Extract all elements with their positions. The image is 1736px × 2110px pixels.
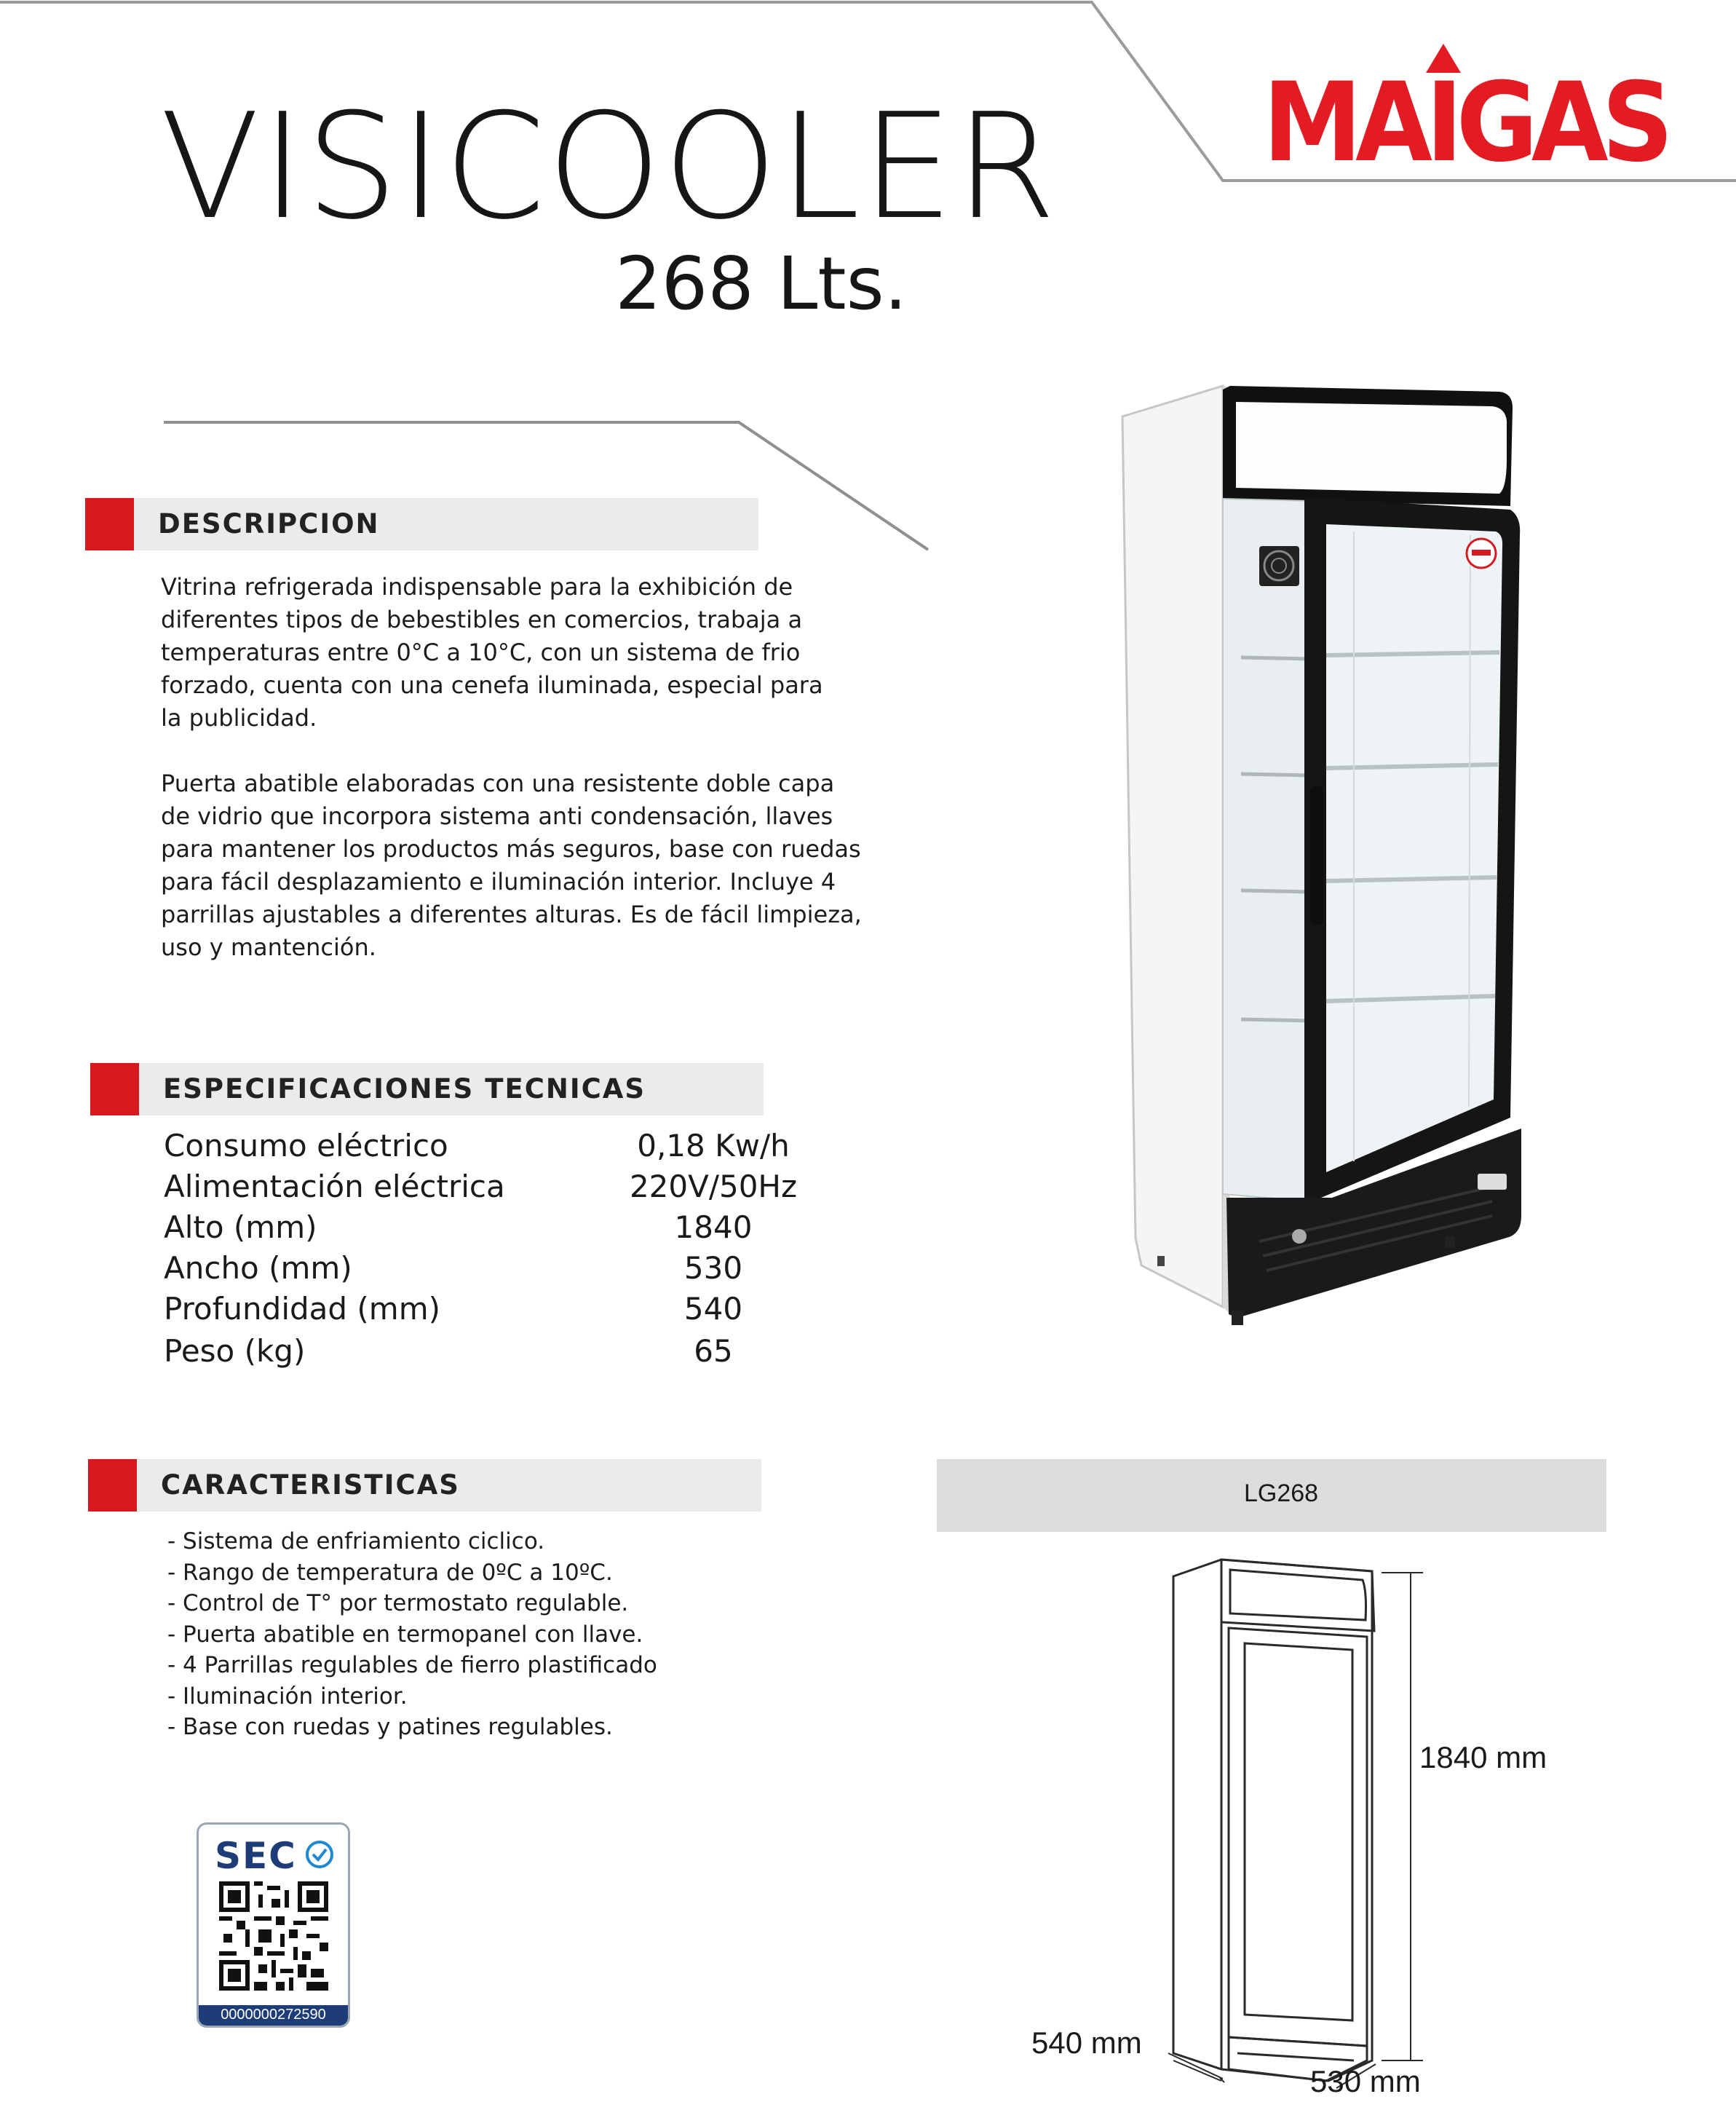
spec-value: 540 [683, 1291, 743, 1327]
page-title: VISICOOLER [160, 82, 1058, 252]
spec-value: 65 [694, 1333, 733, 1369]
height-dimension-label: 1840 mm [1419, 1740, 1547, 1774]
caracteristicas-list [167, 1526, 657, 1743]
list-item: - Puerta abatible en termopanel con llave. [167, 1621, 643, 1648]
model-code: LG268 [1244, 1479, 1319, 1507]
svg-text:MAIGAS: MAIGAS [1263, 60, 1667, 167]
spec-label: Profundidad (mm) [164, 1291, 440, 1327]
text-line: parrillas ajustables a diferentes alturas. Es de fácil limpieza, [161, 901, 862, 928]
text-line: para mantener los productos más seguros, base con ruedas [161, 835, 861, 863]
width-dimension-label: 530 mm [1310, 2064, 1421, 2098]
spec-row [164, 1289, 819, 1329]
text-line: uso y mantención. [161, 933, 376, 961]
text-line: forzado, cuenta con una cenefa iluminada, especial para [161, 671, 823, 699]
especificaciones-heading: ESPECIFICACIONES TECNICAS [163, 1073, 646, 1105]
spec-value: 530 [683, 1250, 743, 1286]
sec-certification-badge [197, 1822, 350, 2028]
list-item: - Iluminación interior. [167, 1683, 408, 1710]
qr-code-icon [219, 1881, 328, 1991]
sec-registration-number: 0000000272590 [221, 2007, 326, 2023]
text-line: temperaturas entre 0°C a 10°C, con un sistema de frio [161, 639, 801, 666]
text-line: Vitrina refrigerada indispensable para la exhibición de [161, 573, 793, 601]
page-subtitle: 268 Lts. [615, 241, 908, 326]
model-code-bar [937, 1459, 1606, 1532]
list-item: - Control de T° por termostato regulable. [167, 1590, 629, 1616]
descripcion-paragraph-2 [161, 767, 862, 964]
spec-value: 220V/50Hz [629, 1169, 798, 1204]
spec-row [164, 1166, 819, 1207]
caracteristicas-section-header [88, 1459, 761, 1512]
list-item: - Sistema de enfriamiento ciclico. [167, 1528, 545, 1554]
text-line: para fácil desplazamiento e iluminación interior. Incluye 4 [161, 868, 836, 896]
spec-row [164, 1207, 819, 1248]
descripcion-heading: DESCRIPCION [158, 508, 380, 540]
spec-label: Peso (kg) [164, 1333, 306, 1369]
especificaciones-section-header [90, 1063, 764, 1115]
spec-value: 0,18 Kw/h [637, 1128, 790, 1163]
text-line: de vidrio que incorpora sistema anti condensación, llaves [161, 802, 833, 830]
text-line: diferentes tipos de bebestibles en comercios, trabaja a [161, 606, 803, 633]
spec-label: Alto (mm) [164, 1209, 317, 1245]
text-line: Puerta abatible elaboradas con una resistente doble capa [161, 770, 835, 797]
section-accent [88, 1459, 137, 1512]
dimension-drawing [1135, 1551, 1441, 2090]
maigas-logo [1263, 44, 1670, 167]
spec-row [164, 1331, 819, 1372]
descripcion-section-header [85, 498, 758, 550]
depth-dimension-label: 540 mm [1031, 2026, 1142, 2060]
product-image [1114, 379, 1521, 1354]
check-circle-icon [304, 1839, 335, 1870]
section-accent [90, 1063, 139, 1115]
list-item: - Rango de temperatura de 0ºC a 10ºC. [167, 1559, 613, 1586]
spec-label: Consumo eléctrico [164, 1128, 448, 1163]
spec-label: Alimentación eléctrica [164, 1169, 505, 1204]
spec-row [164, 1248, 819, 1289]
text-line: la publicidad. [161, 704, 317, 732]
spec-label: Ancho (mm) [164, 1250, 352, 1286]
list-item: - Base con ruedas y patines regulables. [167, 1714, 613, 1740]
caracteristicas-heading: CARACTERISTICAS [161, 1469, 460, 1501]
list-item: - 4 Parrillas regulables de fierro plastificado [167, 1652, 657, 1678]
descripcion-paragraph-1 [161, 571, 823, 735]
sec-logo-text: SEC [215, 1835, 297, 1877]
spec-row [164, 1126, 819, 1166]
section-accent [85, 498, 134, 550]
spec-value: 1840 [674, 1209, 753, 1245]
